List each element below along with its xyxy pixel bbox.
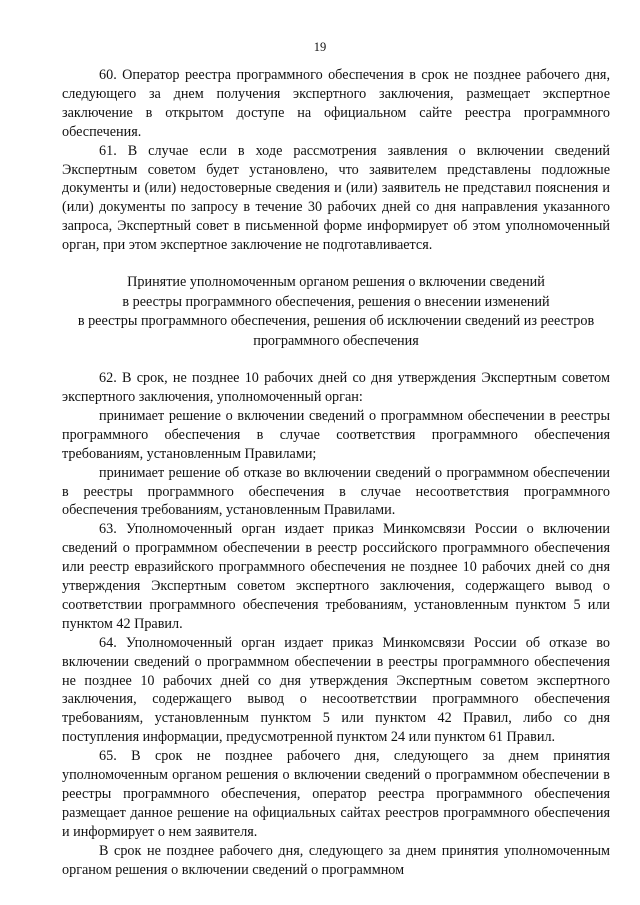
paragraph-64: 64. Уполномоченный орган издает приказ Минкомсвязи России об отказе во включении сведений о программном обеспечении в реестры программного обеспечения не позднее 10 рабочих дней со дня утверждения Экспертным советом экспертного заключения, содержащего вывод о несоответствии программного обеспечения требованиям, установленным пунктом 5 или пунктом 42 Правил, либо со дня поступления информации, предусмотренной пунктом 24 или пунктом 61 Правил. — [62, 634, 610, 746]
page-number: 19 — [313, 40, 327, 54]
section-heading-line: в реестры программного обеспечения, решения об исключении сведений из реестров — [77, 313, 595, 330]
paragraph-63: 63. Уполномоченный орган издает приказ Минкомсвязи России о включении сведений о программном обеспечении в реестр российского программного обеспечения или реестр евразийского программного обеспечения не позднее 10 рабочих дней со дня утверждения Экспертным советом экспертного заключения, содержащего вывод о соответствии программного обеспечения требованиям, установленным пунктом 5 или пунктом 42 Правил. — [62, 521, 610, 632]
paragraph-61: 61. В случае если в ходе рассмотрения заявления о включении сведений Экспертным советом будет установлено, что заявителем представлены подложные документы и (или) недостоверные сведения и (или) заявитель не представил пояснения и (или) документы по запросу в течение 30 рабочих дней со дня направления указанного запроса, Экспертный совет в письменной форме информирует об этом уполномоченный орган, при этом экспертное заключение не подготавливается. — [62, 142, 610, 254]
paragraph-65: 65. В срок не позднее рабочего дня, следующего за днем принятия уполномоченным органом решения о включении сведений о программном обеспечении в реестры программного обеспечения, оператор реестра программного обеспечения размещает данное решение на официальных сайтах реестров программного обеспечения и информирует о нем заявителя. — [62, 748, 610, 840]
section-heading-line: программного обеспечения — [253, 332, 419, 349]
paragraph-60: 60. Оператор реестра программного обеспечения в срок не позднее рабочего дня, следующего за днем получения экспертного заключения, размещает экспертное заключение в открытом доступе на официальном сайте реестра программного обеспечения. — [62, 67, 610, 140]
section-heading-line: в реестры программного обеспечения, решения о внесении изменений — [122, 293, 550, 310]
paragraph-62: 62. В срок, не позднее 10 рабочих дней со дня утверждения Экспертным советом экспертного заключения, уполномоченный орган: — [62, 370, 610, 405]
document-body — [62, 66, 610, 880]
section-heading-line: Принятие уполномоченным органом решения о включении сведений — [127, 274, 545, 291]
paragraph-62-item-accept: принимает решение о включении сведений о программном обеспечении в реестры программного обеспечения в случае соответствия программного обеспечения требованиям, установленным Правилами; — [62, 407, 610, 462]
paragraph-62-item-reject: принимает решение об отказе во включении сведений о программном обеспечении в реестры программного обеспечения в случае несоответствия программного обеспечения требованиям, установленным Правилами. — [62, 464, 610, 519]
section-heading — [62, 273, 610, 351]
paragraph-65-continuation: В срок не позднее рабочего дня, следующего за днем принятия уполномоченным органом решения о включении сведений о программном — [62, 842, 610, 878]
